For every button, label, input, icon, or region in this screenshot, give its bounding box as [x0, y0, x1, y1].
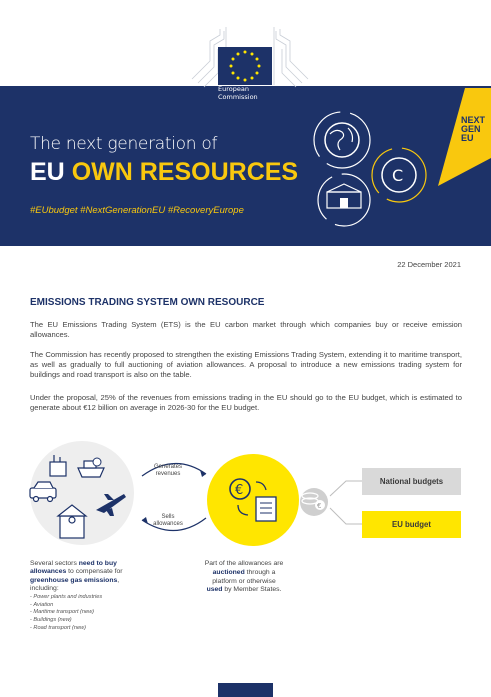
sectors-caption-part2: to compensate for — [66, 568, 123, 576]
globe-cycle-icon — [314, 112, 370, 168]
auction-caption — [204, 560, 284, 595]
sectors-list — [30, 594, 140, 632]
svg-text:C: C — [392, 166, 404, 185]
auction-caption-bold2: used — [206, 586, 223, 594]
generates-revenues-label — [145, 464, 191, 478]
euro-document-icon — [207, 454, 299, 546]
logo-line-2: Commission — [218, 92, 258, 101]
ngeu-badge-2: GEN — [461, 124, 481, 134]
paragraph-3: Under the proposal, 25% of the revenues from emissions trading in the EU should go to the EU budget, which is estimated to generate about €12 billion on average in 2026-30 for the EU budget. — [30, 393, 462, 412]
euro-cycle-icon — [372, 148, 426, 202]
ec-logo-text — [218, 86, 274, 108]
arrow-top-line-1: Generates — [153, 464, 183, 470]
list-item: - Aviation — [30, 602, 140, 610]
connector-national — [330, 481, 362, 496]
arrow-bottom-line-2: allowances — [153, 521, 183, 527]
list-item: - Power plants and industries — [30, 594, 140, 602]
paragraph-2: The Commission has recently proposed to strengthen the existing Emissions Trading System, extending it to maritime transport, as well as gradually to full auctioning of aviation allowances. A proposal to introduce a new emissions trading system for buildings and road transport is also on the table. — [30, 350, 462, 379]
title-accent: OWN RESOURCES — [71, 158, 299, 186]
title-prefix: EU — [30, 158, 65, 186]
eu-flag-footer — [218, 683, 273, 697]
eu-budget-box: EU budget — [362, 511, 461, 538]
paragraph-1: The EU Emissions Trading System (ETS) is the EU carbon market through which companies buy or receive emission allowances. — [30, 320, 462, 339]
svg-text:€: € — [235, 483, 244, 498]
sectors-illustration — [30, 441, 134, 545]
publication-date: 22 December 2021 — [397, 260, 461, 269]
ngeu-badge-1: NEXT — [461, 115, 486, 125]
auction-caption-part1: Part of the allowances are — [204, 560, 284, 567]
sectors-caption — [30, 560, 140, 632]
title-line-2 — [30, 158, 298, 187]
title-line-1: The next generation of — [30, 134, 218, 154]
arrow-top-line-2: revenues — [155, 471, 181, 477]
sectors-caption-part3: , including: — [30, 576, 120, 592]
auction-caption-bold1: auctioned — [212, 568, 245, 576]
section-title: EMISSIONS TRADING SYSTEM OWN RESOURCE — [30, 297, 265, 308]
sectors-caption-bold1: need to buy allowances — [30, 560, 117, 576]
ngeu-badge-3: EU — [461, 133, 474, 143]
auction-caption-part3: by Member States. — [222, 586, 282, 594]
auction-caption-part2: through a platform or otherwise — [212, 568, 276, 585]
svg-text:€: € — [317, 502, 322, 510]
coins-icon — [300, 488, 328, 516]
sectors-caption-bold2: greenhouse gas emissions — [30, 576, 118, 584]
list-item: - Maritime transport (new) — [30, 609, 140, 617]
list-item: - Road transport (new) — [30, 625, 140, 633]
sectors-caption-part1: Several sectors — [30, 560, 79, 567]
hashtags: #EUbudget #NextGenerationEU #RecoveryEurope — [30, 205, 244, 216]
factory-cycle-icon — [318, 174, 370, 226]
logo-line-1: European — [218, 85, 249, 93]
national-budgets-box: National budgets — [362, 468, 461, 495]
arrow-bottom-line-1: Sells — [161, 514, 175, 520]
connector-eu — [330, 508, 362, 524]
sells-allowances-label — [145, 514, 191, 528]
banner-illustration — [300, 88, 491, 246]
list-item: - Buildings (new) — [30, 617, 140, 625]
